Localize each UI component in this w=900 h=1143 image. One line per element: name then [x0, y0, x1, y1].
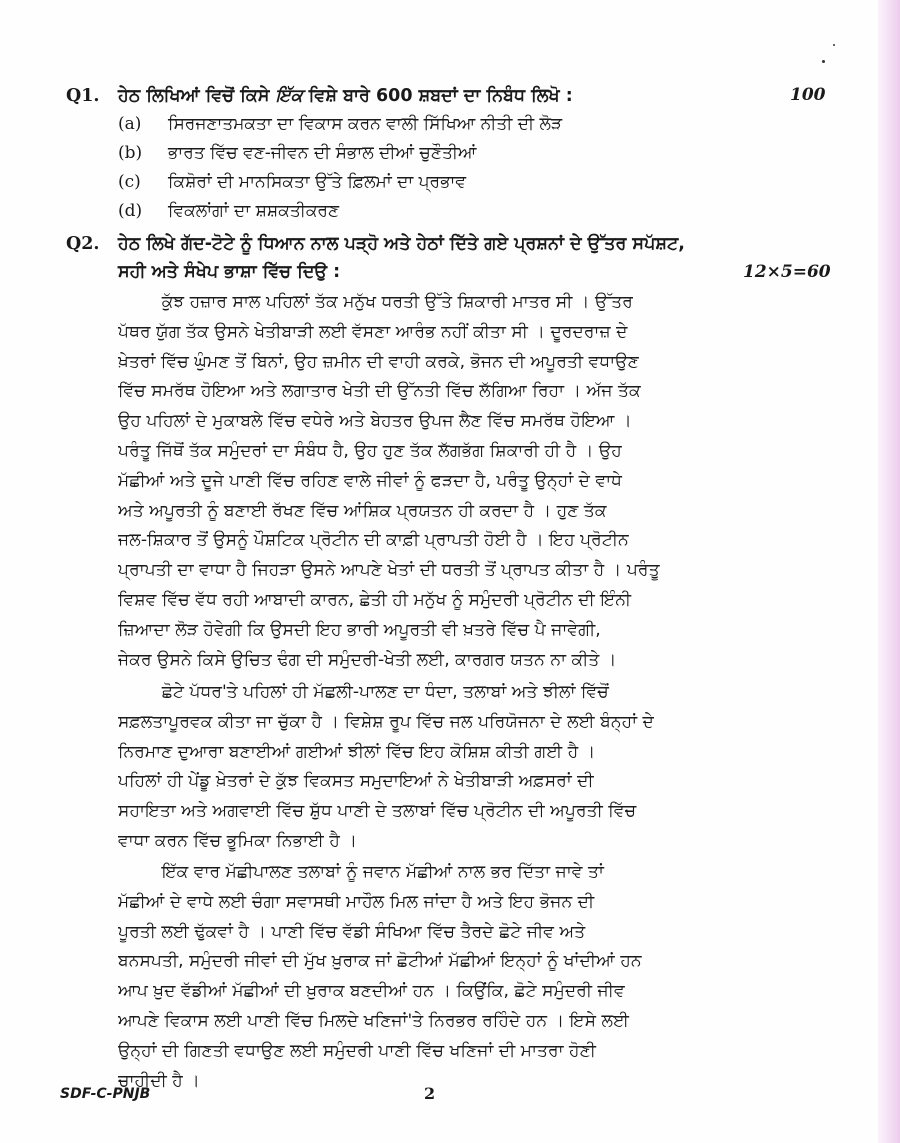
passage-line: ਚਾਹੀਦੀ ਹੈ ।	[118, 1070, 200, 1091]
passage-line: ਕੁੱਝ ਹਜ਼ਾਰ ਸਾਲ ਪਹਿਲਾਂ ਤੱਕ ਮਨੁੱਖ ਧਰਤੀ ਉੱਤੇ ਸ਼ਿਕਾਰੀ ਮਾਤਰ ਸੀ । ਉੱਤਰ	[118, 292, 633, 312]
question-text-line: ਸਹੀ ਅਤੇ ਸੰਖੇਪ ਭਾਸ਼ਾ ਵਿੱਚ ਦਿਉ :	[118, 262, 341, 282]
passage-line: ਉਹ ਪਹਿਲਾਂ ਦੇ ਮੁਕਾਬਲੇ ਵਿੱਚ ਵਧੇਰੇ ਅਤੇ ਬੇਹਤਰ ਉਪਜ ਲੈਣ ਵਿੱਚ ਸਮਰੱਥ ਹੋਇਆ ।	[118, 411, 632, 432]
question-text-part: ਵਿਸ਼ੇ ਬਾਰੇ 600 ਸ਼ਬਦਾਂ ਦਾ ਨਿਬੰਧ ਲਿਖੋ :	[302, 86, 573, 106]
passage-line: ਛੋਟੇ ਪੱਧਰ'ਤੇ ਪਹਿਲਾਂ ਹੀ ਮੱਛਲੀ-ਪਾਲਣ ਦਾ ਧੰਦਾ, ਤਲਾਬਾਂ ਅਤੇ ਝੀਲਾਂ ਵਿੱਚੋਂ	[118, 682, 609, 702]
passage-line: ਉਨ੍ਹਾਂ ਦੀ ਗਿਣਤੀ ਵਧਾਉਣ ਲਈ ਸਮੁੰਦਰੀ ਪਾਣੀ ਵਿੱਚ ਖਣਿਜਾਂ ਦੀ ਮਾਤਰਾ ਹੋਣੀ	[118, 1040, 596, 1061]
passage-paragraph-1	[118, 288, 778, 675]
passage-paragraph-2	[118, 678, 778, 857]
page-number: 2	[424, 1084, 436, 1103]
option-label: (d)	[118, 201, 143, 221]
passage-line: ਵਿਸ਼ਵ ਵਿੱਚ ਵੱਧ ਰਹੀ ਆਬਾਦੀ ਕਾਰਨ, ਛੇਤੀ ਹੀ ਮਨੁੱਖ ਨੂੰ ਸਮੁੰਦਰੀ ਪ੍ਰੋਟੀਨ ਦੀ ਇੰਨੀ	[118, 589, 632, 610]
passage-line: ਅਤੇ ਅਪੂਰਤੀ ਨੂੰ ਬਣਾਈ ਰੱਖਣ ਵਿੱਚ ਆਂਸ਼ਿਕ ਪ੍ਰਯਤਨ ਹੀ ਕਰਦਾ ਹੈ । ਹੁਣ ਤੱਕ	[118, 500, 607, 521]
passage-line: ਬਨਸਪਤੀ, ਸਮੁੰਦਰੀ ਜੀਵਾਂ ਦੀ ਮੁੱਖ ਖ਼ੁਰਾਕ ਜਾਂ ਛੋਟੀਆਂ ਮੱਛੀਆਂ ਇਨ੍ਹਾਂ ਨੂੰ ਖਾਂਦੀਆਂ ਹਨ	[118, 951, 642, 972]
passage-line: ਪ੍ਰਾਪਤੀ ਦਾ ਵਾਧਾ ਹੈ ਜਿਹੜਾ ਉਸਨੇ ਆਪਣੇ ਖੇਤਾਂ ਦੀ ਧਰਤੀ ਤੋਂ ਪ੍ਰਾਪਤ ਕੀਤਾ ਹੈ । ਪਰੰਤੂ	[118, 560, 660, 581]
option-label: (b)	[118, 143, 143, 163]
question-text-emphasis: ਇੱਕ	[275, 86, 303, 106]
passage-line: ਇੱਕ ਵਾਰ ਮੱਛੀਪਾਲਣ ਤਲਾਬਾਂ ਨੂੰ ਜਵਾਨ ਮੱਛੀਆਂ ਨਾਲ ਭਰ ਦਿੱਤਾ ਜਾਵੇ ਤਾਂ	[118, 862, 604, 882]
essay-option	[118, 140, 476, 166]
option-text: ਸਿਰਜਣਾਤਮਕਤਾ ਦਾ ਵਿਕਾਸ ਕਰਨ ਵਾਲੀ ਸਿੱਖਿਆ ਨੀਤੀ ਦੀ ਲੋੜ	[168, 114, 563, 134]
passage-line: ਵਿੱਚ ਸਮਰੱਥ ਹੋਇਆ ਅਤੇ ਲਗਾਤਾਰ ਖੇਤੀ ਦੀ ਉੱਨਤੀ ਵਿੱਚ ਲੱਗਿਆ ਰਿਹਾ । ਅੱਜ ਤੱਕ	[118, 381, 641, 402]
passage-line: ਪੂਰਤੀ ਲਈ ਢੁੱਕਵਾਂ ਹੈ । ਪਾਣੀ ਵਿੱਚ ਵੱਡੀ ਸੰਖਿਆ ਵਿੱਚ ਤੈਰਦੇ ਛੋਟੇ ਜੀਵ ਅਤੇ	[118, 921, 586, 942]
passage-line: ਮੱਛੀਆਂ ਦੇ ਵਾਧੇ ਲਈ ਚੰਗਾ ਸਵਾਸਥੀ ਮਾਹੌਲ ਮਿਲ ਜਾਂਦਾ ਹੈ ਅਤੇ ਇਹ ਭੋਜਨ ਦੀ	[118, 891, 595, 912]
passage-line: ਨਿਰਮਾਣ ਦੁਆਰਾ ਬਣਾਈਆਂ ਗਈਆਂ ਝੀਲਾਂ ਵਿੱਚ ਇਹ ਕੋਸ਼ਿਸ਼ ਕੀਤੀ ਗਈ ਹੈ ।	[118, 741, 596, 762]
question-number: Q2.	[66, 234, 100, 254]
passage-line: ਸਹਾਇਤਾ ਅਤੇ ਅਗਵਾਈ ਵਿੱਚ ਸ਼ੁੱਧ ਪਾਣੀ ਦੇ ਤਲਾਬਾਂ ਵਿੱਚ ਪ੍ਰੋਟੀਨ ਦੀ ਅਪੂਰਤੀ ਵਿੱਚ	[118, 801, 637, 822]
question-marks: 12×5=60	[743, 262, 831, 282]
paper-speck	[833, 44, 835, 46]
question-text-part: ਹੇਠ ਲਿਖਿਆਂ ਵਿਚੋਂ ਕਿਸੇ	[118, 86, 276, 106]
passage-line: ਵਾਧਾ ਕਰਨ ਵਿੱਚ ਭੂਮਿਕਾ ਨਿਭਾਈ ਹੈ ।	[118, 830, 358, 851]
passage-line: ਆਪਣੇ ਵਿਕਾਸ ਲਈ ਪਾਣੀ ਵਿੱਚ ਮਿਲਦੇ ਖਣਿਜਾਂ'ਤੇ ਨਿਰਭਰ ਰਹਿੰਦੇ ਹਨ । ਇਸੇ ਲਈ	[118, 1010, 630, 1031]
passage-line: ਸਫ਼ਲਤਾਪੂਰਵਕ ਕੀਤਾ ਜਾ ਚੁੱਕਾ ਹੈ । ਵਿਸ਼ੇਸ਼ ਰੂਪ ਵਿੱਚ ਜਲ ਪਰਿਯੋਜਨਾ ਦੇ ਲਈ ਬੰਨ੍ਹਾਂ ਦੇ	[118, 711, 654, 732]
passage-paragraph-3	[118, 858, 778, 1096]
passage-line: ਪੱਥਰ ਯੁੱਗ ਤੱਕ ਉਸਨੇ ਖੇਤੀਬਾੜੀ ਲਈ ਵੱਸਣਾ ਆਰੰਭ ਨਹੀਂ ਕੀਤਾ ਸੀ । ਦੂਰਦਰਾਜ਼ ਦੇ	[118, 321, 628, 342]
option-label: (c)	[118, 172, 141, 192]
paper-speck	[822, 60, 825, 63]
passage-line: ਆਪ ਖ਼ੁਦ ਵੱਡੀਆਂ ਮੱਛੀਆਂ ਦੀ ਖ਼ੁਰਾਕ ਬਣਦੀਆਂ ਹਨ । ਕਿਉਂਕਿ, ਛੋਟੇ ਸਮੁੰਦਰੀ ਜੀਵ	[118, 981, 625, 1002]
question-number: Q1.	[66, 86, 100, 106]
passage-line: ਖ਼ੇਤਰਾਂ ਵਿੱਚ ਘੁੰਮਣ ਤੋਂ ਬਿਨਾਂ, ਉਹ ਜ਼ਮੀਨ ਦੀ ਵਾਹੀ ਕਰਕੇ, ਭੋਜਨ ਦੀ ਅਪੂਰਤੀ ਵਧਾਉਣ	[118, 351, 639, 372]
passage-line: ਜਲ-ਸ਼ਿਕਾਰ ਤੋਂ ਉਸਨੂੰ ਪੌਸ਼ਟਿਕ ਪ੍ਰੋਟੀਨ ਦੀ ਕਾਫ਼ੀ ਪ੍ਰਾਪਤੀ ਹੋਈ ਹੈ । ਇਹ ਪ੍ਰੋਟੀਨ	[118, 530, 629, 551]
passage-line: ਮੱਛੀਆਂ ਅਤੇ ਦੂਜੇ ਪਾਣੀ ਵਿੱਚ ਰਹਿਣ ਵਾਲੇ ਜੀਵਾਂ ਨੂੰ ਫੜਦਾ ਹੈ, ਪਰੰਤੂ ਉਨ੍ਹਾਂ ਦੇ ਵਾਧੇ	[118, 470, 623, 491]
essay-option	[118, 198, 339, 224]
option-text: ਕਿਸ਼ੋਰਾਂ ਦੀ ਮਾਨਸਿਕਤਾ ਉੱਤੇ ਫ਼ਿਲਮਾਂ ਦਾ ਪ੍ਰਭਾਵ	[168, 172, 467, 192]
option-label: (a)	[118, 114, 142, 134]
paper-code: SDF-C-PNJB	[60, 1086, 151, 1102]
question-text	[118, 82, 820, 110]
passage-line: ਜ਼ਿਆਦਾ ਲੋੜ ਹੋਵੇਗੀ ਕਿ ਉਸਦੀ ਇਹ ਭਾਰੀ ਅਪੂਰਤੀ ਵੀ ਖ਼ਤਰੇ ਵਿੱਚ ਪੈ ਜਾਵੇਗੀ,	[118, 619, 601, 640]
passage-line: ਪਹਿਲਾਂ ਹੀ ਪੇਂਡੂ ਖ਼ੇਤਰਾਂ ਦੇ ਕੁੱਝ ਵਿਕਸਤ ਸਮੁਦਾਇਆਂ ਨੇ ਖੇਤੀਬਾੜੀ ਅਫ਼ਸਰਾਂ ਦੀ	[118, 771, 594, 792]
option-text: ਵਿਕਲਾਂਗਾਂ ਦਾ ਸ਼ਸ਼ਕਤੀਕਰਣ	[168, 201, 340, 221]
option-text: ਭਾਰਤ ਵਿੱਚ ਵਣ-ਜੀਵਨ ਦੀ ਸੰਭਾਲ ਦੀਆਂ ਚੁਣੌਤੀਆਂ	[168, 143, 477, 163]
total-marks: 100	[790, 85, 826, 105]
essay-option	[118, 169, 466, 195]
essay-option	[118, 111, 562, 137]
question-text-line: ਹੇਠ ਲਿਖੇ ਗੱਦ-ਟੋਟੇ ਨੂੰ ਧਿਆਨ ਨਾਲ ਪੜ੍ਹੋ ਅਤੇ ਹੇਠਾਂ ਦਿੱਤੇ ਗਏ ਪ੍ਰਸ਼ਨਾਂ ਦੇ ਉੱਤਰ ਸਪੱਸ਼ਟ,	[118, 234, 685, 254]
passage-line: ਪਰੰਤੂ ਜਿੱਥੋਂ ਤੱਕ ਸਮੁੰਦਰਾਂ ਦਾ ਸੰਬੰਧ ਹੈ, ਉਹ ਹੁਣ ਤੱਕ ਲੱਗਭੱਗ ਸ਼ਿਕਾਰੀ ਹੀ ਹੈ । ਉਹ	[118, 440, 622, 461]
passage-line: ਜੇਕਰ ਉਸਨੇ ਕਿਸੇ ਉਚਿਤ ਢੰਗ ਦੀ ਸਮੁੰਦਰੀ-ਖੇਤੀ ਲਈ, ਕਾਰਗਰ ਯਤਨ ਨਾ ਕੀਤੇ ।	[118, 649, 617, 670]
page-edge-tint	[878, 0, 900, 1143]
